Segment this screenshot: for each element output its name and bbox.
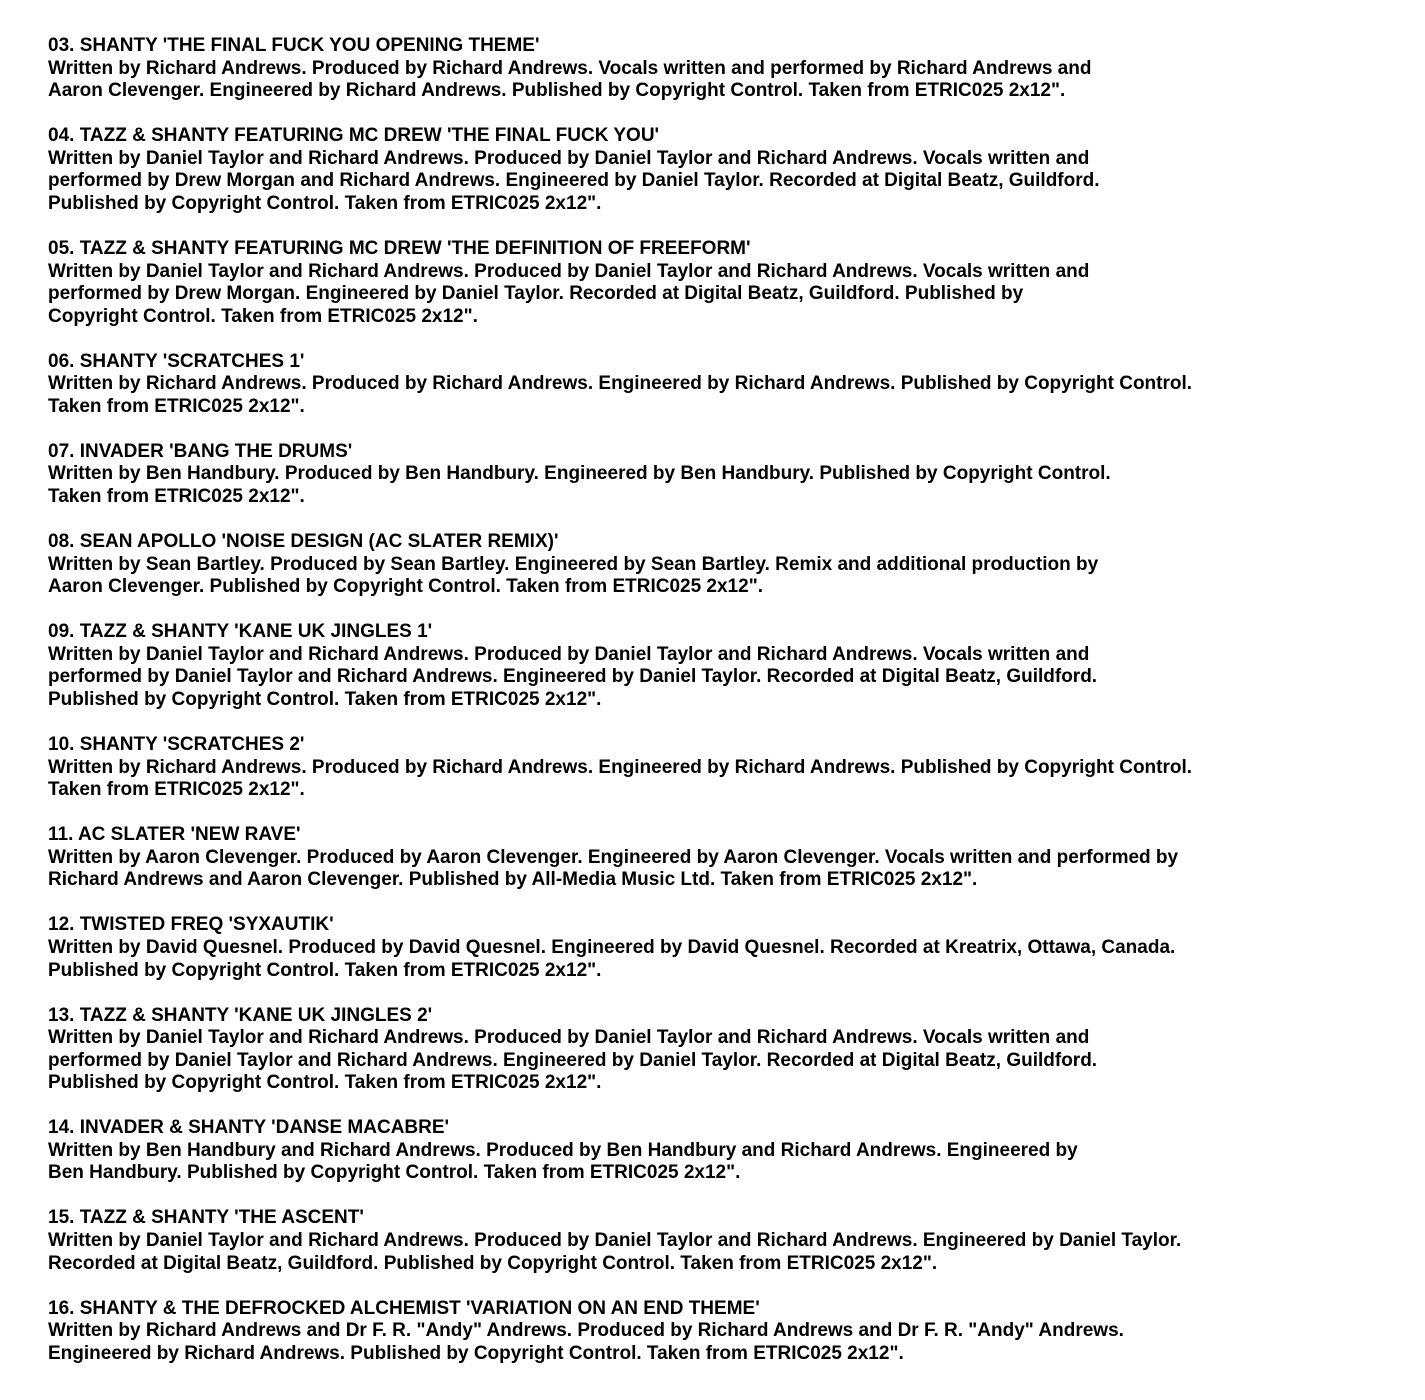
track-title: 08. SEAN APOLLO 'NOISE DESIGN (AC SLATER REMIX)' bbox=[48, 531, 559, 553]
track-credits: Written by Richard Andrews and Dr F. R. "Andy" Andrews. Produced by Richard Andrews and Dr F. R. "Andy" Andrews. Engineered by Richard Andrews. Published by Copyright Control. Taken from ETRIC025 2x12". bbox=[48, 1320, 1124, 1364]
track-entry-10 bbox=[48, 734, 1418, 802]
track-entry-03 bbox=[48, 35, 1418, 103]
track-title: 11. AC SLATER 'NEW RAVE' bbox=[48, 824, 301, 846]
track-entry-11 bbox=[48, 824, 1418, 892]
track-title: 05. TAZZ & SHANTY FEATURING MC DREW 'THE DEFINITION OF FREEFORM' bbox=[48, 237, 751, 259]
track-title: 03. SHANTY 'THE FINAL FUCK YOU OPENING THEME' bbox=[48, 35, 540, 56]
track-title: 09. TAZZ & SHANTY 'KANE UK JINGLES 1' bbox=[48, 621, 433, 643]
track-title: 12. TWISTED FREQ 'SYXAUTIK' bbox=[48, 914, 334, 936]
track-entry-04 bbox=[48, 125, 1418, 215]
track-entry-13 bbox=[48, 1005, 1418, 1095]
track-entry-09 bbox=[48, 621, 1418, 711]
track-credits-document bbox=[48, 35, 1418, 1388]
track-credits: Written by Aaron Clevenger. Produced by Aaron Clevenger. Engineered by Aaron Clevenger. Vocals written and performed by Richard Andrews and Aaron Clevenger. Published by All-Media Music Ltd. Taken from ETRIC025 2x12". bbox=[48, 846, 1179, 891]
track-entry-12 bbox=[48, 914, 1418, 982]
track-title: 10. SHANTY 'SCRATCHES 2' bbox=[48, 733, 305, 755]
track-title: 16. SHANTY & THE DEFROCKED ALCHEMIST 'VARIATION ON AN END THEME' bbox=[48, 1297, 760, 1319]
track-title: 06. SHANTY 'SCRATCHES 1' bbox=[48, 350, 305, 372]
track-entry-08 bbox=[48, 531, 1418, 599]
track-credits: Written by David Quesnel. Produced by David Quesnel. Engineered by David Quesnel. Recorded at Kreatrix, Ottawa, Canada. Published by Copyright Control. Taken from ETRIC025 2x12". bbox=[48, 936, 1176, 981]
track-entry-07 bbox=[48, 441, 1418, 509]
track-entry-15 bbox=[48, 1207, 1418, 1275]
track-credits: Written by Daniel Taylor and Richard Andrews. Produced by Daniel Taylor and Richard Andrews. Vocals written and performed by Daniel Taylor and Richard Andrews. Engineered by Daniel Taylor. Recorded at Digital Beatz, Guildford. Published by Copyright Control. Taken from ETRIC025 2x12". bbox=[48, 643, 1098, 710]
track-credits: Written by Daniel Taylor and Richard Andrews. Produced by Daniel Taylor and Richard Andrews. Engineered by Daniel Taylor. Recorded at Digital Beatz, Guildford. Published by Copyright Control. Taken from ETRIC025 2x12". bbox=[48, 1230, 1182, 1274]
track-entry-05 bbox=[48, 238, 1418, 328]
track-entry-14 bbox=[48, 1117, 1418, 1185]
track-entry-16 bbox=[48, 1298, 1418, 1366]
track-title: 04. TAZZ & SHANTY FEATURING MC DREW 'THE FINAL FUCK YOU' bbox=[48, 125, 660, 147]
track-credits: Written by Daniel Taylor and Richard Andrews. Produced by Daniel Taylor and Richard Andrews. Vocals written and performed by Drew Morgan. Engineered by Daniel Taylor. Recorded at Digital Beatz, Guildford. Published by Copyright Control. Taken from ETRIC025 2x12". bbox=[48, 260, 1090, 327]
track-credits: Written by Richard Andrews. Produced by Richard Andrews. Engineered by Richard Andrews. Published by Copyright Control. Taken from ETRIC025 2x12". bbox=[48, 373, 1193, 417]
track-credits: Written by Daniel Taylor and Richard Andrews. Produced by Daniel Taylor and Richard Andrews. Vocals written and performed by Drew Morgan and Richard Andrews. Engineered by Daniel Taylor. Recorded at Digital Beatz, Guildford. Published by Copyright Control. Taken from ETRIC025 2x12". bbox=[48, 147, 1100, 214]
track-credits: Written by Sean Bartley. Produced by Sean Bartley. Engineered by Sean Bartley. Remix and additional production by Aaron Clevenger. Published by Copyright Control. Taken from ETRIC025 2x12". bbox=[48, 553, 1099, 598]
track-credits: Written by Richard Andrews. Produced by Richard Andrews. Vocals written and performed by Richard Andrews and Aaron Clevenger. Engineered by Richard Andrews. Published by Copyright Control. Taken from ETRIC025 2x12". bbox=[48, 57, 1092, 102]
track-title: 14. INVADER & SHANTY 'DANSE MACABRE' bbox=[48, 1117, 450, 1139]
track-entry-06 bbox=[48, 351, 1418, 419]
track-credits: Written by Ben Handbury and Richard Andrews. Produced by Ben Handbury and Richard Andrews. Engineered by Ben Handbury. Published by Copyright Control. Taken from ETRIC025 2x12". bbox=[48, 1139, 1078, 1184]
track-title: 07. INVADER 'BANG THE DRUMS' bbox=[48, 440, 353, 462]
track-credits: Written by Daniel Taylor and Richard Andrews. Produced by Daniel Taylor and Richard Andrews. Vocals written and performed by Daniel Taylor and Richard Andrews. Engineered by Daniel Taylor. Recorded at Digital Beatz, Guildford. Published by Copyright Control. Taken from ETRIC025 2x12". bbox=[48, 1027, 1098, 1094]
track-credits: Written by Richard Andrews. Produced by Richard Andrews. Engineered by Richard Andrews. Published by Copyright Control. Taken from ETRIC025 2x12". bbox=[48, 756, 1193, 801]
track-title: 13. TAZZ & SHANTY 'KANE UK JINGLES 2' bbox=[48, 1004, 433, 1026]
track-title: 15. TAZZ & SHANTY 'THE ASCENT' bbox=[48, 1207, 364, 1229]
track-credits: Written by Ben Handbury. Produced by Ben Handbury. Engineered by Ben Handbury. Published by Copyright Control. Taken from ETRIC025 2x12". bbox=[48, 463, 1111, 508]
